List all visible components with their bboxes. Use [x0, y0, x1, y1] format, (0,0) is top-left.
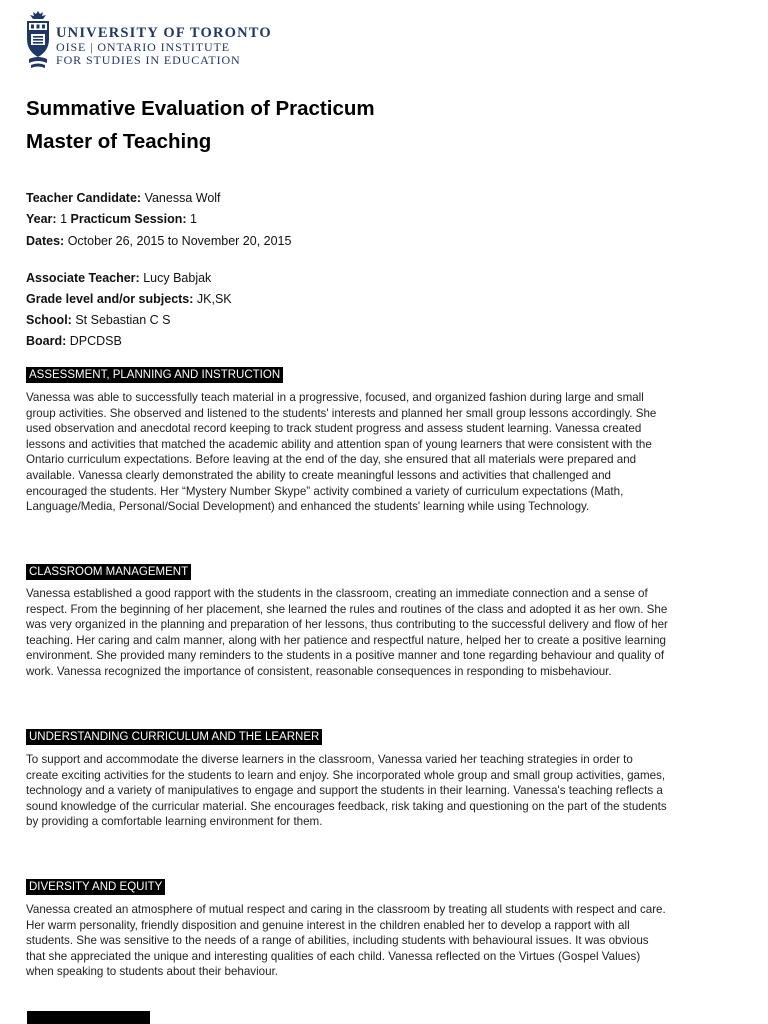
field-value: JK,SK [196, 292, 232, 306]
field-value: St Sebastian C S [75, 313, 171, 327]
field-value: Lucy Babjak [143, 271, 212, 285]
section-heading-curriculum: UNDERSTANDING CURRICULUM AND THE LEARNER [26, 729, 322, 745]
teacher-candidate-field [26, 190, 221, 206]
document-subtitle: Master of Teaching [26, 130, 212, 153]
field-label: Year: [26, 212, 57, 226]
field-label: Associate Teacher: [26, 271, 140, 285]
grade-level-field [26, 291, 232, 307]
field-value: 1 [190, 212, 197, 226]
year-session-field [26, 211, 197, 227]
field-label: Teacher Candidate: [26, 191, 142, 205]
logo-wordmark [56, 26, 272, 67]
section-body-diversity: Vanessa created an atmosphere of mutual respect and caring in the classroom by treating all students with respect and care. Her warm personality, friendly disposition and genuine interest in the children enabled her to develop a rapport with all students. She was sensitive to the needs of a range of abilities, including students with behavioural issues. It was obvious that she appreciated the unique and interesting qualities of each child. Vanessa reflected on the Virtues (Gospel Values) when speaking to students about their behaviour. [26, 903, 666, 979]
section-heading-diversity: DIVERSITY AND EQUITY [26, 879, 165, 895]
institute-line-1: OISE | ONTARIO INSTITUTE [56, 40, 231, 54]
field-value: Vanessa Wolf [144, 191, 221, 205]
field-value: DPCDSB [69, 334, 122, 348]
university-crest-icon [26, 11, 50, 69]
field-label: Board: [26, 334, 67, 348]
field-value: October 26, 2015 to November 20, 2015 [67, 234, 292, 248]
field-value: 1 [60, 212, 68, 226]
university-name: UNIVERSITY OF TORONTO [56, 25, 272, 41]
field-label: Dates: [26, 234, 65, 248]
field-label: Grade level and/or subjects: [26, 292, 194, 306]
section-body-curriculum: To support and accommodate the diverse learners in the classroom, Vanessa varied her teaching strategies in order to create exciting activities for the students to learn and enjoy. She incorporated whole group and small group activities, games, technology and a variety of manipulatives to engage and support the students in their learning. Vanessa's teaching reflects a sound knowledge of the curricular material. She encourages feedback, risk taking and questioning on the part of the students by providing a comfortable learning environment for them. [26, 753, 667, 829]
section-heading-classroom-management: CLASSROOM MANAGEMENT [26, 564, 191, 580]
section-body-assessment: Vanessa was able to successfully teach material in a progressive, focused, and organized fashion during large and small group activities. She observed and listened to the students' interests and planned her small group lessons accordingly. She used observation and anecdotal record keeping to track student progress and assess student learning. Vanessa created lessons and activities that matched the academic ability and attention span of young learners that were consistent with the Ontario curriculum expectations. Before leaving at the end of the day, she ensured that all materials were prepared and available. Vanessa clearly demonstrated the ability to create meaningful lessons and activities that challenged and encouraged the students. Her “Mystery Number Skype” activity combined a variety of curriculum expectations (Math, Language/Media, Personal/Social Development) and enhanced the students' learning while using Technology. [26, 391, 657, 514]
board-field [26, 333, 122, 349]
university-logo [26, 11, 286, 71]
section-heading-assessment: ASSESSMENT, PLANNING AND INSTRUCTION [26, 367, 283, 383]
next-section-heading-bar [27, 1011, 150, 1024]
school-field [26, 312, 171, 328]
institute-line-2: FOR STUDIES IN EDUCATION [56, 53, 241, 67]
field-label: School: [26, 313, 72, 327]
section-body-classroom-management: Vanessa established a good rapport with the students in the classroom, creating an immediate connection and a sense of respect. From the beginning of her placement, she learned the rules and routines of the class and adopted it as her own. She was very organized in the planning and preparation of her lessons, thus contributing to the successful delivery and flow of her teaching. Her caring and calm manner, along with her patience and respectful nature, helped her to create a positive learning environment. She provided many reminders to the students in a positive manner and tone regarding behaviour and quality of work. Vanessa recognized the importance of consistent, reasonable consequences in responding to misbehaviour. [26, 587, 668, 678]
associate-teacher-field [26, 270, 211, 286]
dates-field [26, 233, 291, 249]
document-title: Summative Evaluation of Practicum [26, 97, 375, 120]
field-label: Practicum Session: [70, 212, 187, 226]
